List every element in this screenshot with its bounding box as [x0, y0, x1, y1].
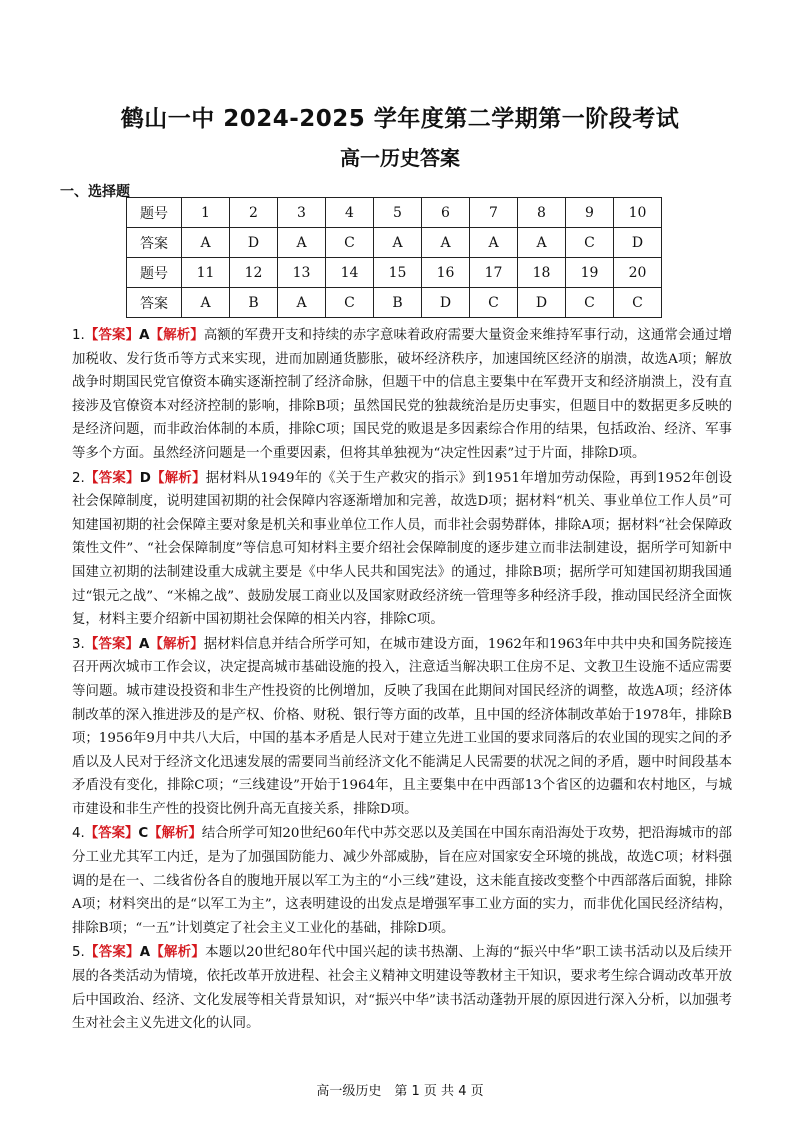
answer-label: 【答案】 [84, 826, 139, 842]
table-cell: D [614, 228, 662, 258]
answer-item [72, 633, 732, 822]
table-cell: 8 [518, 198, 566, 228]
exam-title: 鹤山一中 2024-2025 学年度第二学期第一阶段考试 [120, 106, 680, 132]
table-cell: 16 [422, 258, 470, 288]
analysis-text: 高额的军费开支和持续的赤字意味着政府需要大量资金来维持军事行动，这通常会通过增加税收、发行货币等方式来实现，进而加剧通货膨胀，破坏经济秩序，加速国统区经济的崩溃，故选A项；解放战争时期国民党官僚资本确实逐渐控制了经济命脉，但题干中的信息主要集中在军费开支和经济崩溃上，没有直接涉及官僚资本对经济控制的影响，排除B项；虽然国民党的独裁统治是历史事实，但题目中的数据更多反映的是经济问题，而非政治体制的本质，排除C项；国民党的败退是多因素综合作用的结果，包括政治、经济、军事等多个方面。虽然经济问题是一个重要因素，但将其单独视为“决定性因素”过于片面，排除D项。 [72, 328, 733, 461]
answer-item [72, 324, 732, 466]
table-cell: A [182, 228, 230, 258]
table-cell: 7 [470, 198, 518, 228]
answer-label: 【答案】 [84, 470, 140, 486]
table-cell: A [518, 228, 566, 258]
analysis-text: 结合所学可知20世纪60年代中苏交恶以及美国在中国东南沿海处于攻势，把沿海城市的部分工业尤其军工内迁，是为了加强国防能力、减少外部威胁，旨在应对国家安全环境的挑战，故选C项；材料强调的是在一、二线省份各自的腹地开展以军工为主的“小三线”建设，这未能直接改变整个中西部落后面貌，排除A项；材料突出的是“以军工为主”，这表明建设的出发点是增强军事工业方面的实力，而非优化国民经济结构，排除B项；“一五”计划奠定了社会主义工业化的基础，排除D项。 [72, 826, 733, 936]
analysis-text: 本题以20世纪80年代中国兴起的读书热潮、上海的“振兴中华”职工读书活动以及后续开展的各类活动为情境，依托改革开放进程、社会主义精神文明建设等教材主干知识，要求考生综合调动改革开放后中国政治、经济、文化发展等相关背景知识，对“振兴中华”读书活动蓬勃开展的原因进行深入分析，以加强考生对社会主义先进文化的认同。 [72, 945, 733, 1032]
answer-key: D [139, 470, 151, 486]
table-cell: C [326, 228, 374, 258]
table-cell: 18 [518, 258, 566, 288]
table-cell: D [422, 288, 470, 318]
analysis-label: 【解析】 [149, 636, 204, 652]
table-cell: 10 [614, 198, 662, 228]
item-number: 2. [72, 470, 85, 486]
table-cell: 17 [470, 258, 518, 288]
answer-explanations [72, 324, 732, 1037]
table-cell: D [518, 288, 566, 318]
table-cell: A [422, 228, 470, 258]
analysis-label: 【解析】 [150, 470, 206, 486]
table-cell: A [182, 288, 230, 318]
answer-key: A [139, 636, 150, 652]
table-cell: C [566, 228, 614, 258]
answer-item [72, 467, 732, 632]
answer-row [127, 288, 662, 318]
question-number-row [127, 198, 662, 228]
item-number: 1. [72, 328, 85, 343]
question-number-row [127, 258, 662, 288]
table-cell: 1 [182, 198, 230, 228]
table-cell: A [278, 288, 326, 318]
table-cell: 4 [326, 198, 374, 228]
table-cell: 12 [230, 258, 278, 288]
table-cell: 9 [566, 198, 614, 228]
table-cell: C [326, 288, 374, 318]
table-cell: 15 [374, 258, 422, 288]
table-cell: D [230, 228, 278, 258]
table-cell: 6 [422, 198, 470, 228]
answer-key: C [138, 826, 149, 842]
table-cell: 19 [566, 258, 614, 288]
table-cell: 14 [326, 258, 374, 288]
answer-row [127, 228, 662, 258]
analysis-label: 【解析】 [148, 826, 202, 842]
row-label: 答案 [127, 228, 182, 258]
analysis-label: 【解析】 [149, 328, 204, 343]
analysis-text: 据材料从1949年的《关于生产救灾的指示》到1951年增加劳动保险，再到1952年创设社会保障制度，说明建国初期的社会保障内容逐渐增加和完善，故选D项；据材料“机关、事业单位工作人员”可知建国初期的社会保障主要对象是机关和事业单位工作人员，而非社会弱势群体，排除A项；据材料“社会保障政策性文件”、“社会保障制度”等信息可知材料主要介绍社会保障制度的逐步建立而非法制建设，据所学可知新中国建立初期的法制建设重大成就主要是《中华人民共和国宪法》的通过，排除B项；据所学可知建国初期我国通过“银元之战”、“米棉之战”、鼓励发展工商业以及国家财政经济统一管理等多种经济手段，推动国民经济全面恢复，材料主要介绍新中国初期社会保障的相关内容，排除C项。 [72, 470, 733, 628]
section-heading: 一、选择题 [60, 184, 130, 200]
table-cell: C [566, 288, 614, 318]
table-cell: 13 [278, 258, 326, 288]
row-label: 题号 [127, 258, 182, 288]
table-cell: A [470, 228, 518, 258]
table-cell: C [614, 288, 662, 318]
table-cell: 3 [278, 198, 326, 228]
answer-key: A [139, 328, 150, 343]
table-cell: C [470, 288, 518, 318]
item-number: 5. [72, 945, 85, 961]
answer-label: 【答案】 [84, 328, 140, 343]
table-cell: 5 [374, 198, 422, 228]
table-cell: A [278, 228, 326, 258]
table-cell: B [374, 288, 422, 318]
table-cell: B [230, 288, 278, 318]
row-label: 答案 [127, 288, 182, 318]
table-cell: 20 [614, 258, 662, 288]
page-footer: 高一级历史 第 1 页 共 4 页 [316, 1084, 484, 1099]
answer-item [72, 822, 732, 940]
exam-subtitle: 高一历史答案 [340, 146, 460, 170]
table-cell: 2 [230, 198, 278, 228]
answer-label: 【答案】 [84, 636, 140, 652]
analysis-label: 【解析】 [150, 945, 206, 961]
table-cell: 11 [182, 258, 230, 288]
answer-item [72, 941, 732, 1035]
item-number: 4. [72, 826, 85, 842]
answer-table [126, 197, 662, 318]
analysis-text: 据材料信息并结合所学可知，在城市建设方面，1962年和1963年中共中央和国务院接连召开两次城市工作会议，决定提高城市基础设施的投入，注意适当解决职工住房不足、文教卫生设施不适应需要等问题。城市建设投资和非生产性投资的比例增加，反映了我国在此期间对国民经济的调整，故选A项；经济体制改革的深入推进涉及的是产权、价格、财税、银行等方面的改革，且中国的经济体制改革始于1978年，排除B项；1956年9月中共八大后，中国的基本矛盾是人民对于建立先进工业国的要求同落后的农业国的现实之间的矛盾以及人民对于经济文化迅速发展的需要同当前经济文化不能满足人民需要的状况之间的矛盾，题中时间段基本矛盾没有变化，排除C项；“三线建设”开始于1964年，且主要集中在中西部13个省区的边疆和农村地区，与城市建设和非生产性的投资比例升高无直接关系，排除D项。 [72, 636, 733, 817]
answer-key: A [139, 945, 151, 961]
table-cell: A [374, 228, 422, 258]
row-label: 题号 [127, 198, 182, 228]
item-number: 3. [72, 636, 85, 652]
answer-label: 【答案】 [84, 945, 140, 961]
